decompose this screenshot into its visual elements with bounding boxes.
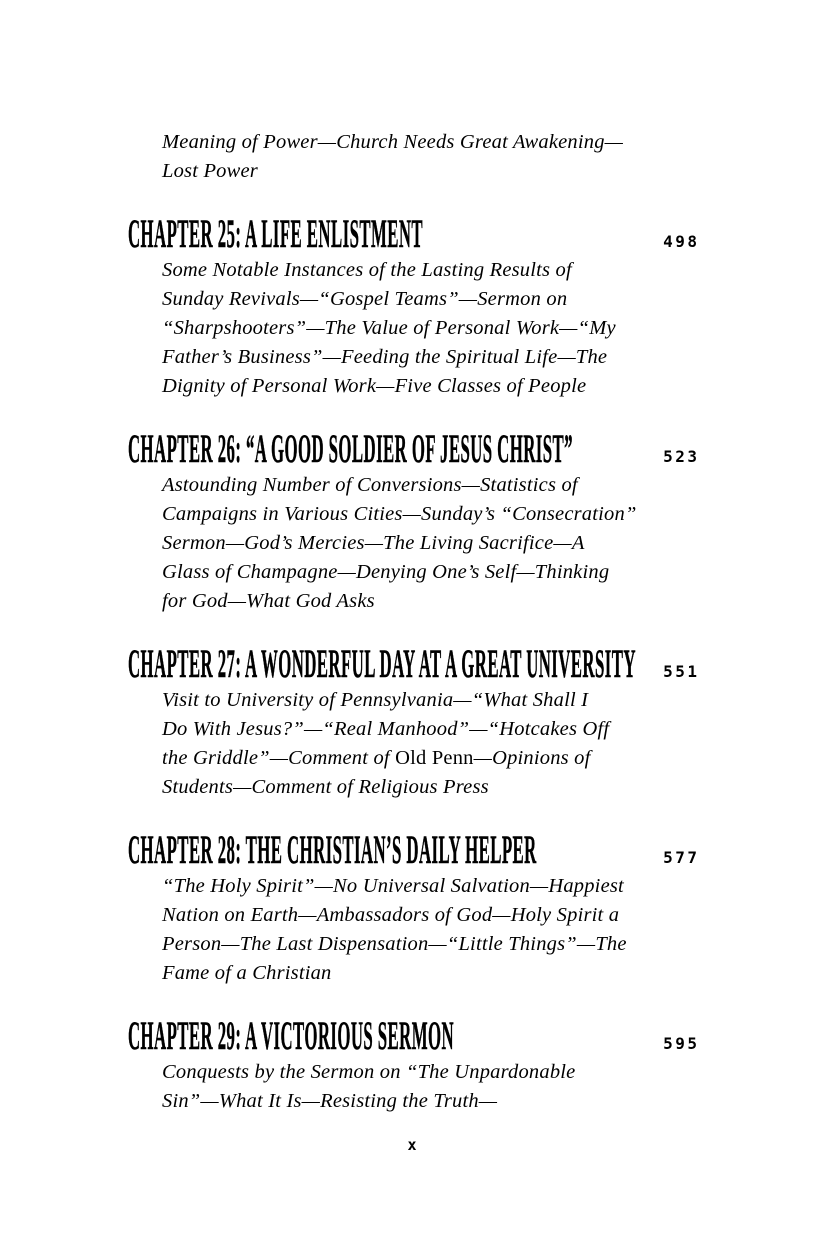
summary-line [162, 872, 697, 901]
summary-segment: —Opinions of [473, 747, 591, 769]
chapter-title [128, 641, 663, 686]
toc-entry-chapter-29 [128, 1013, 700, 1116]
summary-segment: Sunday Revivals—“Gospel Teams”—Sermon on [162, 288, 568, 310]
toc-entry-chapter-27 [128, 641, 700, 802]
chapter-title-text: CHAPTER 25: A LIFE ENLISTMENT [128, 211, 424, 256]
summary-line [162, 285, 697, 314]
chapter-page-number: 498 [663, 232, 700, 251]
chapter-summary [162, 1058, 697, 1116]
summary-segment: Sermon—God’s Mercies—The Living Sacrifice—A [162, 532, 585, 554]
summary-line [162, 744, 697, 773]
summary-line [162, 372, 697, 401]
summary-line [162, 715, 697, 744]
summary-line [162, 529, 697, 558]
summary-segment: Some Notable Instances of the Lasting Results of [162, 259, 572, 281]
summary-line [162, 500, 697, 529]
chapter-page-number: 595 [663, 1034, 700, 1053]
summary-segment: the Griddle”—Comment of [162, 747, 396, 769]
chapter-summary [162, 872, 697, 988]
folio-page-number: x [407, 1136, 418, 1154]
summary-segment: Astounding Number of Conversions—Statistics of [162, 474, 578, 496]
chapter-title [128, 1013, 663, 1058]
summary-segment: Campaigns in Various Cities—Sunday’s “Consecration” [162, 503, 637, 525]
chapter-title-text: CHAPTER 29: A VICTORIOUS SERMON [128, 1013, 455, 1058]
summary-line [162, 930, 697, 959]
chapter-title-text: CHAPTER 28: THE CHRISTIAN’S DAILY HELPER [128, 827, 537, 872]
summary-segment: Do With Jesus?”—“Real Manhood”—“Hotcakes Off [162, 718, 610, 740]
chapter-page-number: 523 [663, 447, 700, 466]
summary-line [162, 314, 697, 343]
summary-segment: Fame of a Christian [162, 962, 332, 984]
chapter-title-text: CHAPTER 27: A WONDERFUL DAY AT A GREAT UNIVERSITY [128, 641, 636, 686]
summary-segment: Lost Power [162, 160, 258, 182]
summary-segment: Students—Comment of Religious Press [162, 776, 489, 798]
chapter-title [128, 211, 663, 256]
chapter-summary [162, 471, 697, 616]
chapter-title [128, 426, 663, 471]
summary-segment-roman: Old Penn [395, 747, 474, 769]
chapter-summary [162, 256, 697, 401]
chapter-title-text: CHAPTER 26: “A GOOD SOLDIER OF JESUS CHRIST” [128, 426, 573, 471]
summary-line [162, 256, 697, 285]
summary-segment: “The Holy Spirit”—No Universal Salvation—Happiest [162, 875, 624, 897]
summary-segment: Conquests by the Sermon on “The Unpardonable [162, 1061, 576, 1083]
summary-line [162, 157, 697, 186]
toc-entry-chapter-26 [128, 426, 700, 616]
toc-entry-chapter-28 [128, 827, 700, 988]
summary-segment: Nation on Earth—Ambassadors of God—Holy Spirit a [162, 904, 620, 926]
summary-line [162, 128, 697, 157]
summary-line [162, 901, 697, 930]
chapter-summary [162, 686, 697, 802]
summary-line [162, 558, 697, 587]
toc-entry-chapter-25 [128, 211, 700, 401]
summary-line [162, 587, 697, 616]
summary-segment: “Sharpshooters”—The Value of Personal Work—“My [162, 317, 616, 339]
summary-line [162, 343, 697, 372]
summary-segment: Father’s Business”—Feeding the Spiritual Life—The [162, 346, 608, 368]
summary-segment: for God—What God Asks [162, 590, 375, 612]
chapter-heading-row [128, 641, 700, 686]
summary-segment: Visit to University of Pennsylvania—“What Shall I [162, 689, 589, 711]
chapter-title [128, 827, 663, 872]
chapter-heading-row [128, 827, 700, 872]
summary-line [162, 959, 697, 988]
summary-segment: Person—The Last Dispensation—“Little Things”—The [162, 933, 627, 955]
summary-segment: Sin”—What It Is—Resisting the Truth— [162, 1090, 498, 1112]
previous-chapter-summary-continuation [162, 128, 697, 186]
chapter-heading-row [128, 426, 700, 471]
summary-segment: Glass of Champagne—Denying One’s Self—Thinking [162, 561, 610, 583]
chapter-page-number: 577 [663, 848, 700, 867]
chapter-heading-row [128, 1013, 700, 1058]
summary-line [162, 686, 697, 715]
summary-line [162, 1087, 697, 1116]
summary-line [162, 1058, 697, 1087]
summary-segment: Dignity of Personal Work—Five Classes of People [162, 375, 587, 397]
summary-line [162, 471, 697, 500]
chapter-heading-row [128, 211, 700, 256]
chapter-page-number: 551 [663, 662, 700, 681]
summary-line [162, 773, 697, 802]
summary-segment: Meaning of Power—Church Needs Great Awakening— [162, 131, 624, 153]
folio-row [0, 1136, 825, 1155]
toc-content [128, 128, 700, 1116]
